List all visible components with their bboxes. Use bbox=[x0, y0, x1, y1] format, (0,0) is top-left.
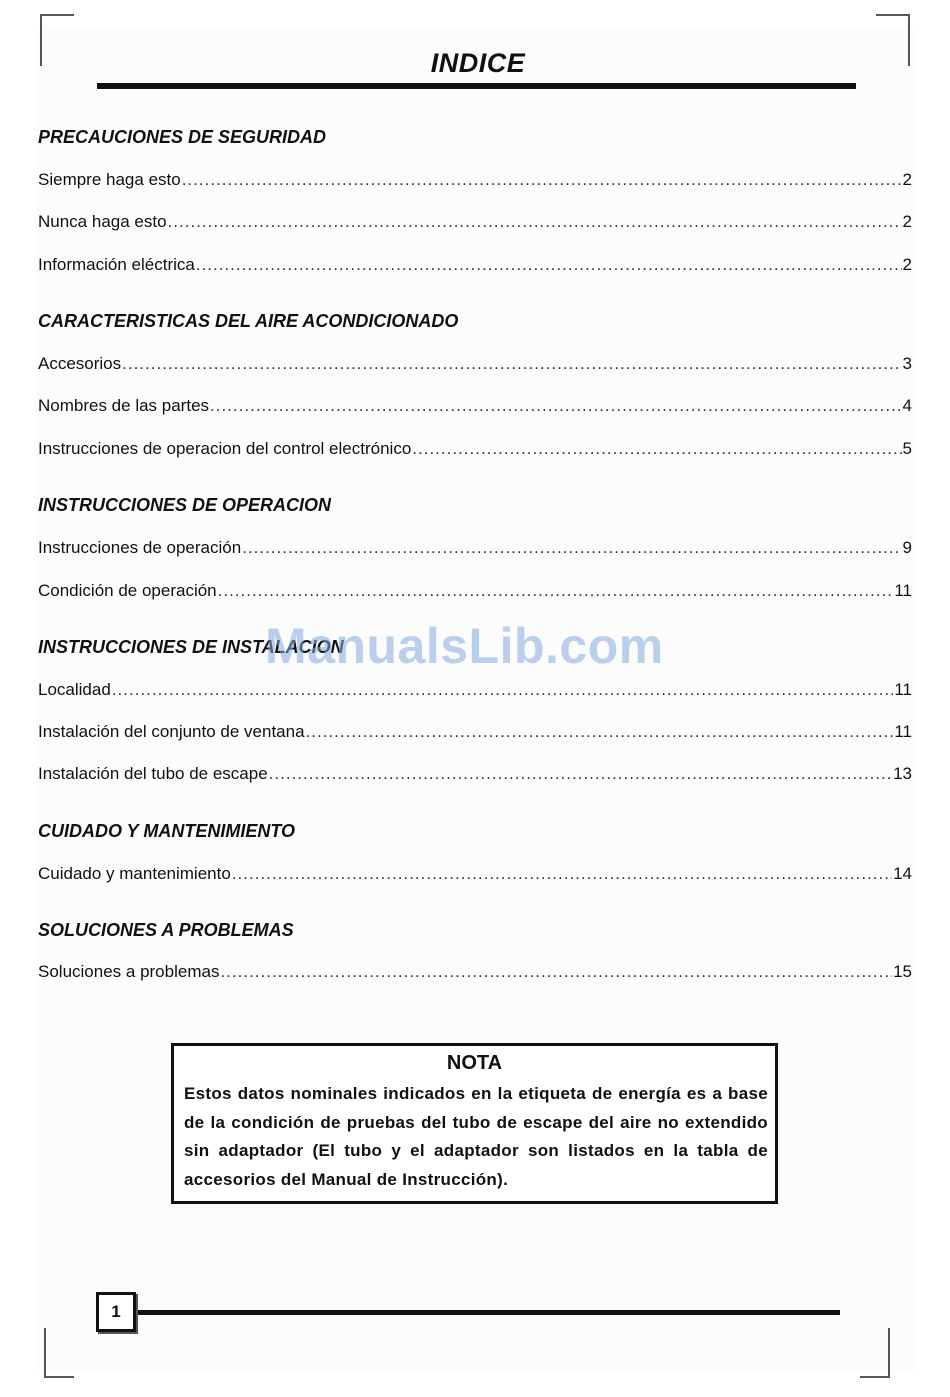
toc-entry-page: 3 bbox=[902, 354, 912, 373]
toc-entry-page: 2 bbox=[902, 255, 912, 274]
toc-entry-page: 5 bbox=[902, 439, 912, 458]
crop-mark-bottom-right bbox=[860, 1328, 890, 1378]
dot-leader bbox=[196, 255, 902, 275]
dot-leader bbox=[232, 864, 892, 884]
toc-entry-page: 11 bbox=[894, 581, 912, 600]
dot-leader bbox=[210, 396, 902, 416]
watermark: ManualsLib.com bbox=[265, 618, 664, 674]
dot-leader bbox=[269, 764, 892, 784]
toc-entry-label: Accesorios bbox=[38, 354, 122, 373]
dot-leader bbox=[242, 538, 901, 558]
toc-entry-label: Siempre haga esto bbox=[38, 170, 181, 189]
toc-entry-instrucciones-operacion[interactable] bbox=[38, 538, 912, 560]
dot-leader bbox=[122, 354, 901, 374]
toc-entry-tubo-escape[interactable] bbox=[38, 764, 912, 786]
toc-entry-page: 15 bbox=[893, 962, 912, 981]
toc-entry-label: Localidad bbox=[38, 680, 111, 699]
toc-entry-label: Instalación del tubo de escape bbox=[38, 764, 268, 783]
toc-entry-page: 2 bbox=[902, 170, 912, 189]
toc-entry-label: Condición de operación bbox=[38, 581, 217, 600]
toc-entry-page: 13 bbox=[893, 764, 912, 783]
dot-leader bbox=[182, 170, 902, 190]
section-heading-operacion: INSTRUCCIONES DE OPERACION bbox=[38, 495, 332, 515]
section-heading-instalacion: INSTRUCCIONES DE INSTALACION bbox=[38, 637, 344, 657]
toc-entry-nunca[interactable] bbox=[38, 212, 912, 234]
note-box bbox=[171, 1043, 778, 1204]
toc-entry-soluciones-problemas[interactable] bbox=[38, 962, 912, 984]
toc-entry-informacion-electrica[interactable] bbox=[38, 255, 912, 277]
toc-entry-label: Información eléctrica bbox=[38, 255, 195, 274]
footer-rule bbox=[138, 1310, 840, 1315]
section-heading-soluciones: SOLUCIONES A PROBLEMAS bbox=[38, 920, 294, 940]
toc-entry-label: Instrucciones de operación bbox=[38, 538, 242, 557]
toc-entry-page: 14 bbox=[893, 864, 912, 883]
crop-mark-bottom-left bbox=[44, 1328, 74, 1378]
section-heading-seguridad: PRECAUCIONES DE SEGURIDAD bbox=[38, 127, 327, 147]
toc-entry-nombres-partes[interactable] bbox=[38, 396, 912, 418]
toc-entry-label: Instalación del conjunto de ventana bbox=[38, 722, 305, 741]
section-heading-cuidado: CUIDADO Y MANTENIMIENTO bbox=[38, 821, 296, 841]
dot-leader bbox=[218, 581, 894, 601]
note-body: Estos datos nominales indicados en la etiqueta de energía es a base de la condición de pruebas del tubo de escape del aire no extendido sin adaptador (El tubo y el adaptador son listados en la tabla de accesorios del Manual de Instrucción). bbox=[184, 1084, 768, 1189]
note-title: NOTA bbox=[446, 1052, 503, 1074]
toc-entry-localidad[interactable] bbox=[38, 680, 912, 702]
page-title: INDICE bbox=[430, 48, 526, 78]
toc-entry-conjunto-ventana[interactable] bbox=[38, 722, 912, 744]
toc-entry-label: Cuidado y mantenimiento bbox=[38, 864, 231, 883]
page-number: 1 bbox=[96, 1292, 136, 1332]
dot-leader bbox=[412, 439, 901, 459]
toc-entry-label: Nombres de las partes bbox=[38, 396, 210, 415]
dot-leader bbox=[168, 212, 902, 232]
toc-entry-page: 2 bbox=[902, 212, 912, 231]
title-underline bbox=[97, 83, 856, 89]
section-heading-caracteristicas: CARACTERISTICAS DEL AIRE ACONDICIONADO bbox=[38, 311, 459, 331]
dot-leader bbox=[112, 680, 894, 700]
toc-entry-page: 9 bbox=[902, 538, 912, 557]
toc-entry-cuidado-mantenimiento[interactable] bbox=[38, 864, 912, 886]
toc-entry-accesorios[interactable] bbox=[38, 354, 912, 376]
toc-entry-siempre[interactable] bbox=[38, 170, 912, 192]
toc-entry-page: 11 bbox=[894, 680, 912, 699]
toc-entry-page: 11 bbox=[894, 722, 912, 741]
toc-entry-label: Soluciones a problemas bbox=[38, 962, 220, 981]
toc-entry-condicion-operacion[interactable] bbox=[38, 581, 912, 603]
toc-entry-label: Nunca haga esto bbox=[38, 212, 167, 231]
toc-entry-control-electronico[interactable] bbox=[38, 439, 912, 461]
toc-entry-page: 4 bbox=[902, 396, 912, 415]
toc-entry-label: Instrucciones de operacion del control electrónico bbox=[38, 439, 412, 458]
dot-leader bbox=[306, 722, 894, 742]
dot-leader bbox=[220, 962, 892, 982]
